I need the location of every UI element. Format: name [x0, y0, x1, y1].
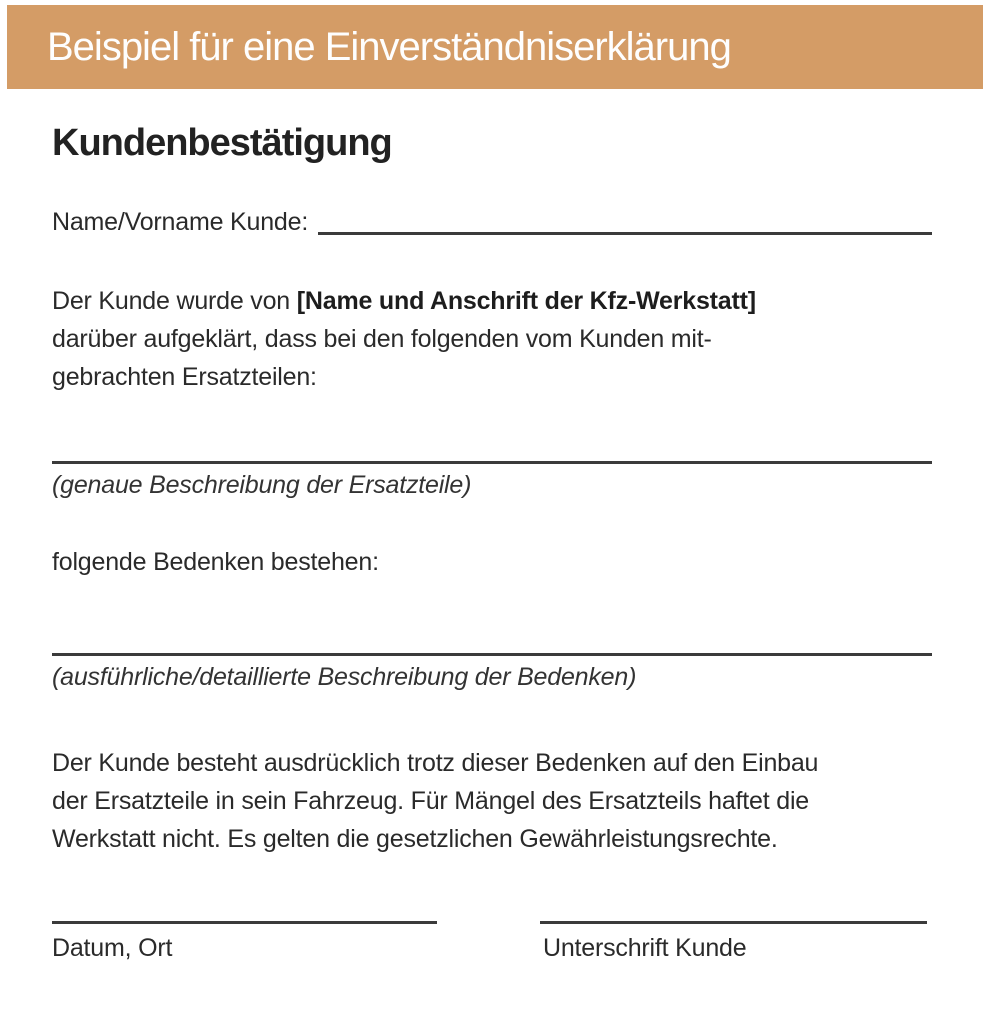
- disclosure-paragraph: [52, 282, 942, 396]
- liability-paragraph: [52, 744, 942, 858]
- disclosure-line-2: darüber aufgeklärt, dass bei den folgenden vom Kunden mit-: [52, 325, 712, 353]
- date-place-label: Datum, Ort: [52, 934, 173, 962]
- parts-description-input-line[interactable]: [52, 461, 932, 464]
- concerns-description-caption: (ausführliche/detaillierte Beschreibung der Bedenken): [52, 663, 637, 691]
- disclosure-line-1: [52, 282, 942, 320]
- customer-signature-line[interactable]: [540, 921, 927, 924]
- header-bar: [7, 5, 983, 89]
- liability-line-3: Werkstatt nicht. Es gelten die gesetzlichen Gewährleistungsrechte.: [52, 825, 778, 853]
- customer-name-label: Name/Vorname Kunde:: [52, 208, 309, 236]
- liability-line-2: der Ersatzteile in sein Fahrzeug. Für Mängel des Ersatzteils haftet die: [52, 787, 810, 815]
- concerns-label: folgende Bedenken bestehen:: [52, 548, 379, 576]
- section-heading: Kundenbestätigung: [52, 122, 392, 164]
- customer-signature-label: Unterschrift Kunde: [543, 934, 747, 962]
- liability-line-1: Der Kunde besteht ausdrücklich trotz dieser Bedenken auf den Einbau: [52, 749, 819, 777]
- page-title: Beispiel für eine Einverständniserklärung: [47, 24, 731, 69]
- date-place-signature-line[interactable]: [52, 921, 437, 924]
- customer-name-row: [52, 203, 932, 241]
- customer-name-input-line[interactable]: [318, 232, 932, 235]
- workshop-name-placeholder: [Name und Anschrift der Kfz-Werkstatt]: [296, 287, 756, 315]
- parts-description-caption: (genaue Beschreibung der Ersatzteile): [52, 471, 472, 499]
- disclosure-line-3: gebrachten Ersatzteilen:: [52, 363, 317, 391]
- concerns-description-input-line[interactable]: [52, 653, 932, 656]
- disclosure-line-1-prefix: Der Kunde wurde von: [52, 287, 297, 315]
